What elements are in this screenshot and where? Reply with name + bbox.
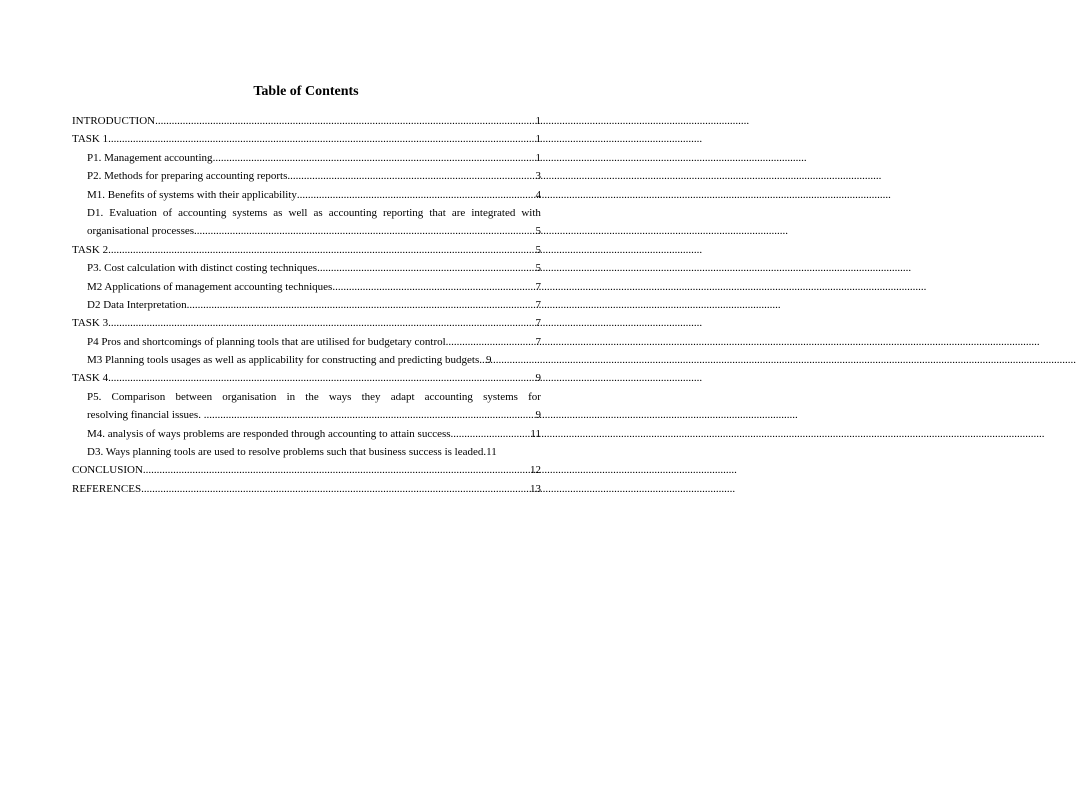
toc-entry-p2[interactable] — [72, 167, 541, 185]
toc-page-number: 5 — [535, 262, 541, 275]
toc-entry-label: M4. analysis of ways problems are responded through accounting to attain success — [87, 427, 451, 440]
toc-page-number: 3 — [535, 170, 541, 183]
toc-leader-dots — [108, 130, 535, 148]
toc-leader-dots — [287, 167, 535, 185]
toc-entry-introduction[interactable] — [72, 112, 541, 130]
toc-page-number: 1 — [535, 115, 541, 127]
toc-page-number: 7 — [535, 317, 541, 330]
toc-page-number: 5 — [535, 225, 541, 238]
toc-page-number: 12 — [530, 464, 541, 477]
toc-page-number: 7 — [535, 298, 541, 311]
toc-page-number: 4 — [535, 188, 541, 201]
toc-entry-label: P2. Methods for preparing accounting reports — [87, 170, 288, 183]
toc-entry-references[interactable] — [72, 480, 541, 498]
toc-entry-label: M1. Benefits of systems with their applicability — [87, 188, 297, 201]
toc-entry-conclusion[interactable] — [72, 461, 541, 479]
toc-entry-label: M3 Planning tools usages as well as applicability for constructing and predicting budgets. — [87, 354, 483, 367]
toc-leader-dots — [446, 333, 536, 351]
toc-page-number: 11 — [486, 446, 497, 459]
toc-page-number: 7 — [535, 335, 541, 348]
toc-entry-label: INTRODUCTION — [72, 115, 156, 127]
toc-entry-label: TASK 1 — [72, 133, 109, 146]
toc-entry-label-line-1: D1. Evaluation of accounting systems as well as accounting reporting that are integrated with — [87, 206, 541, 219]
toc-leader-dots — [194, 222, 535, 240]
toc-entry-label: CONCLUSION — [72, 464, 143, 477]
toc-entry-label: D3. Ways planning tools are used to resolve problems such that business success is leaded. — [87, 446, 487, 459]
toc-entry-task-2[interactable] — [72, 241, 541, 259]
toc-leader-dots — [297, 186, 536, 204]
toc-entry-d3[interactable] — [72, 443, 541, 461]
toc-list — [72, 112, 541, 498]
toc-page-number: 5 — [535, 243, 541, 256]
toc-leader-dots — [108, 369, 535, 387]
toc-entry-label: P4 Pros and shortcomings of planning tools that are utilised for budgetary control — [87, 335, 446, 348]
toc-leader-dots — [141, 480, 530, 498]
toc-page-number: 1 — [535, 151, 541, 164]
toc-title: Table of Contents — [253, 84, 359, 99]
toc-leader-dots — [317, 259, 535, 277]
toc-entry-label: M2 Applications of management accounting techniques — [87, 280, 333, 293]
toc-page-number: 11 — [530, 427, 541, 440]
toc-entry-label: P3. Cost calculation with distinct costing techniques — [87, 262, 318, 275]
toc-entry-label-line-1: P5. Comparison between organisation in the ways they adapt accounting systems for — [87, 390, 541, 403]
toc-page-number: 7 — [535, 280, 541, 293]
toc-page-number: 9 — [535, 409, 541, 422]
toc-entry-p5[interactable] — [72, 388, 541, 425]
toc-entry-label: REFERENCES — [72, 482, 142, 495]
toc-leader-dots — [108, 314, 535, 332]
toc-entry-label-line-2: organisational processes — [87, 225, 195, 238]
toc-leader-dots — [204, 406, 536, 424]
toc-page-number: 9 — [535, 372, 541, 385]
toc-entry-m2[interactable] — [72, 278, 541, 296]
toc-leader-dots — [332, 278, 535, 296]
toc-entry-m1[interactable] — [72, 186, 541, 204]
toc-entry-label: TASK 4 — [72, 372, 109, 385]
toc-entry-d1[interactable] — [72, 204, 541, 241]
toc-entry-p4[interactable] — [72, 333, 541, 351]
toc-entry-label: TASK 3 — [72, 317, 109, 330]
toc-page-number: 1 — [535, 133, 541, 146]
toc-entry-p3[interactable] — [72, 259, 541, 277]
toc-leader-dots — [213, 149, 536, 167]
toc-leader-dots — [155, 112, 535, 130]
toc-leader-dots — [451, 425, 531, 443]
toc-leader-dots — [143, 461, 530, 479]
toc-entry-p1[interactable] — [72, 149, 541, 167]
toc-leader-dots — [187, 296, 536, 314]
toc-entry-task-3[interactable] — [72, 314, 541, 332]
toc-entry-d2[interactable] — [72, 296, 541, 314]
toc-entry-m4[interactable] — [72, 425, 541, 443]
toc-entry-label: P1. Management accounting — [87, 151, 213, 164]
toc-entry-label: TASK 2 — [72, 243, 109, 256]
toc-entry-label: D2 Data Interpretation — [87, 298, 187, 311]
toc-entry-task-4[interactable] — [72, 369, 541, 387]
toc-entry-label-line-2: resolving financial issues. — [87, 409, 204, 422]
toc-page-number: 13 — [530, 482, 541, 495]
toc-entry-m3[interactable] — [72, 351, 541, 369]
toc-leader-dots — [108, 241, 535, 259]
toc-entry-task-1[interactable] — [72, 130, 541, 148]
toc-page-number: 9 — [486, 354, 492, 367]
